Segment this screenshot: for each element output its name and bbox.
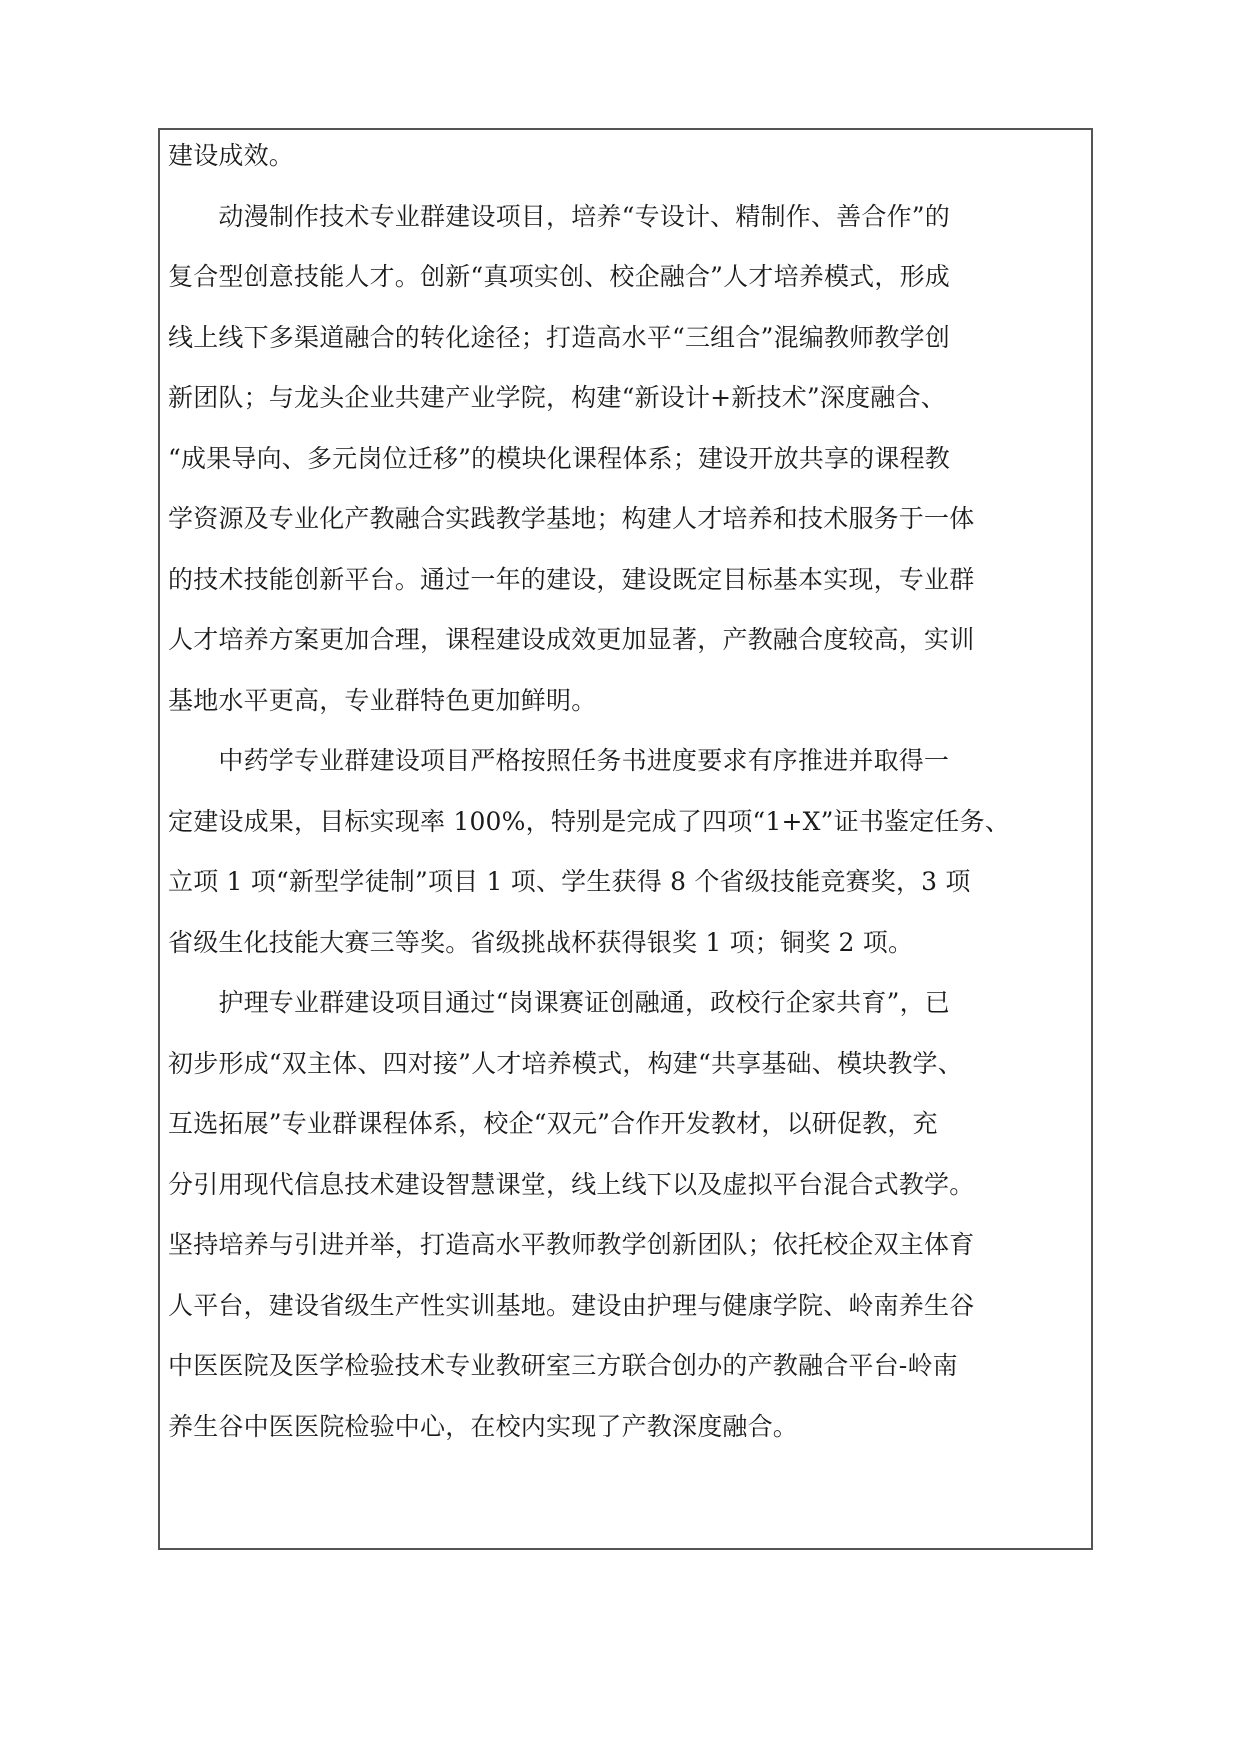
text-line: 互选拓展”专业群课程体系，校企“双元”合作开发教材，以研促教，充 xyxy=(168,1109,938,1138)
text-line: 养生谷中医医院检验中心，在校内实现了产教深度融合。 xyxy=(168,1412,799,1441)
text-line: 学资源及专业化产教融合实践教学基地；构建人才培养和技术服务于一体 xyxy=(168,504,975,533)
text-line: 中医医院及医学检验技术专业教研室三方联合创办的产教融合平台-岭南 xyxy=(168,1351,958,1380)
text-line: 中药学专业群建设项目严格按照任务书进度要求有序推进并取得一 xyxy=(168,746,950,775)
text-line: 省级生化技能大赛三等奖。省级挑战杯获得银奖 1 项；铜奖 2 项。 xyxy=(168,928,914,957)
text-line: 基地水平更高，专业群特色更加鲜明。 xyxy=(168,686,597,715)
text-line: 定建设成果，目标实现率 100%，特别是完成了四项“1+X”证书鉴定任务、 xyxy=(168,807,1011,836)
text-line: 人才培养方案更加合理，课程建设成效更加显著，产教融合度较高，实训 xyxy=(168,625,975,654)
text-line: 初步形成“双主体、四对接”人才培养模式，构建“共享基础、模块教学、 xyxy=(168,1049,963,1078)
text-line: 人平台，建设省级生产性实训基地。建设由护理与健康学院、岭南养生谷 xyxy=(168,1291,975,1320)
text-line: 的技术技能创新平台。通过一年的建设，建设既定目标基本实现，专业群 xyxy=(168,565,975,594)
text-line: 坚持培养与引进并举，打造高水平教师教学创新团队；依托校企双主体育 xyxy=(168,1230,975,1259)
text-line: 动漫制作技术专业群建设项目，培养“专设计、精制作、善合作”的 xyxy=(168,202,950,231)
text-line: 分引用现代信息技术建设智慧课堂，线上线下以及虚拟平台混合式教学。 xyxy=(168,1170,975,1199)
text-line: 立项 1 项“新型学徒制”项目 1 项、学生获得 8 个省级技能竞赛奖，3 项 xyxy=(168,867,971,896)
text-line: 护理专业群建设项目通过“岗课赛证创融通，政校行企家共育”，已 xyxy=(168,988,950,1017)
text-line: 线上线下多渠道融合的转化途径；打造高水平“三组合”混编教师教学创 xyxy=(168,323,950,352)
text-line: 复合型创意技能人才。创新“真项实创、校企融合”人才培养模式，形成 xyxy=(168,262,950,291)
text-line: 建设成效。 xyxy=(168,141,295,170)
text-line: “成果导向、多元岗位迁移”的模块化课程体系；建设开放共享的课程教 xyxy=(168,444,950,473)
text-line: 新团队；与龙头企业共建产业学院，构建“新设计+新技术”深度融合、 xyxy=(168,383,946,412)
